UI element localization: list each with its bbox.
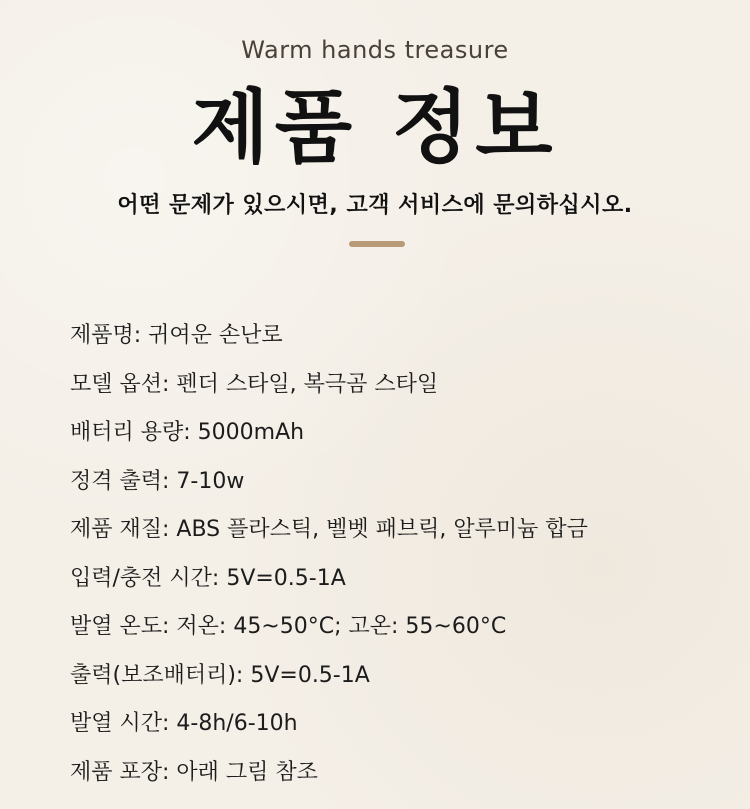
spec-material: 제품 재질: ABS 플라스틱, 벨벳 패브릭, 알루미늄 합금 <box>70 517 588 542</box>
spec-battery-capacity: 배터리 용량: 5000mAh <box>70 420 305 445</box>
spec-packaging: 제품 포장: 아래 그림 참조 <box>70 759 318 785</box>
spec-input-charging: 입력/충전 시간: 5V=0.5-1A <box>70 565 346 591</box>
spec-power-bank-output: 출력(보조배터리): 5V=0.5-1A <box>70 662 370 688</box>
customer-service-notice: 어떤 문제가 있으시면, 고객 서비스에 문의하십시오. <box>117 193 633 218</box>
product-spec-list <box>70 312 730 797</box>
page-title: 제품 정보 <box>191 81 559 174</box>
brand-subtitle: Warm hands treasure <box>241 36 509 64</box>
spec-heating-time: 발열 시간: 4-8h/6-10h <box>70 711 298 736</box>
spec-heating-temperature: 발열 온도: 저온: 45~50°C; 고온: 55~60°C <box>70 614 507 639</box>
spec-product-name: 제품명: 귀여운 손난로 <box>70 323 283 348</box>
title-divider <box>349 241 405 247</box>
spec-rated-output: 정격 출력: 7-10w <box>70 468 245 494</box>
spec-model-options: 모델 옵션: 펜더 스타일, 복극곰 스타일 <box>70 371 439 397</box>
